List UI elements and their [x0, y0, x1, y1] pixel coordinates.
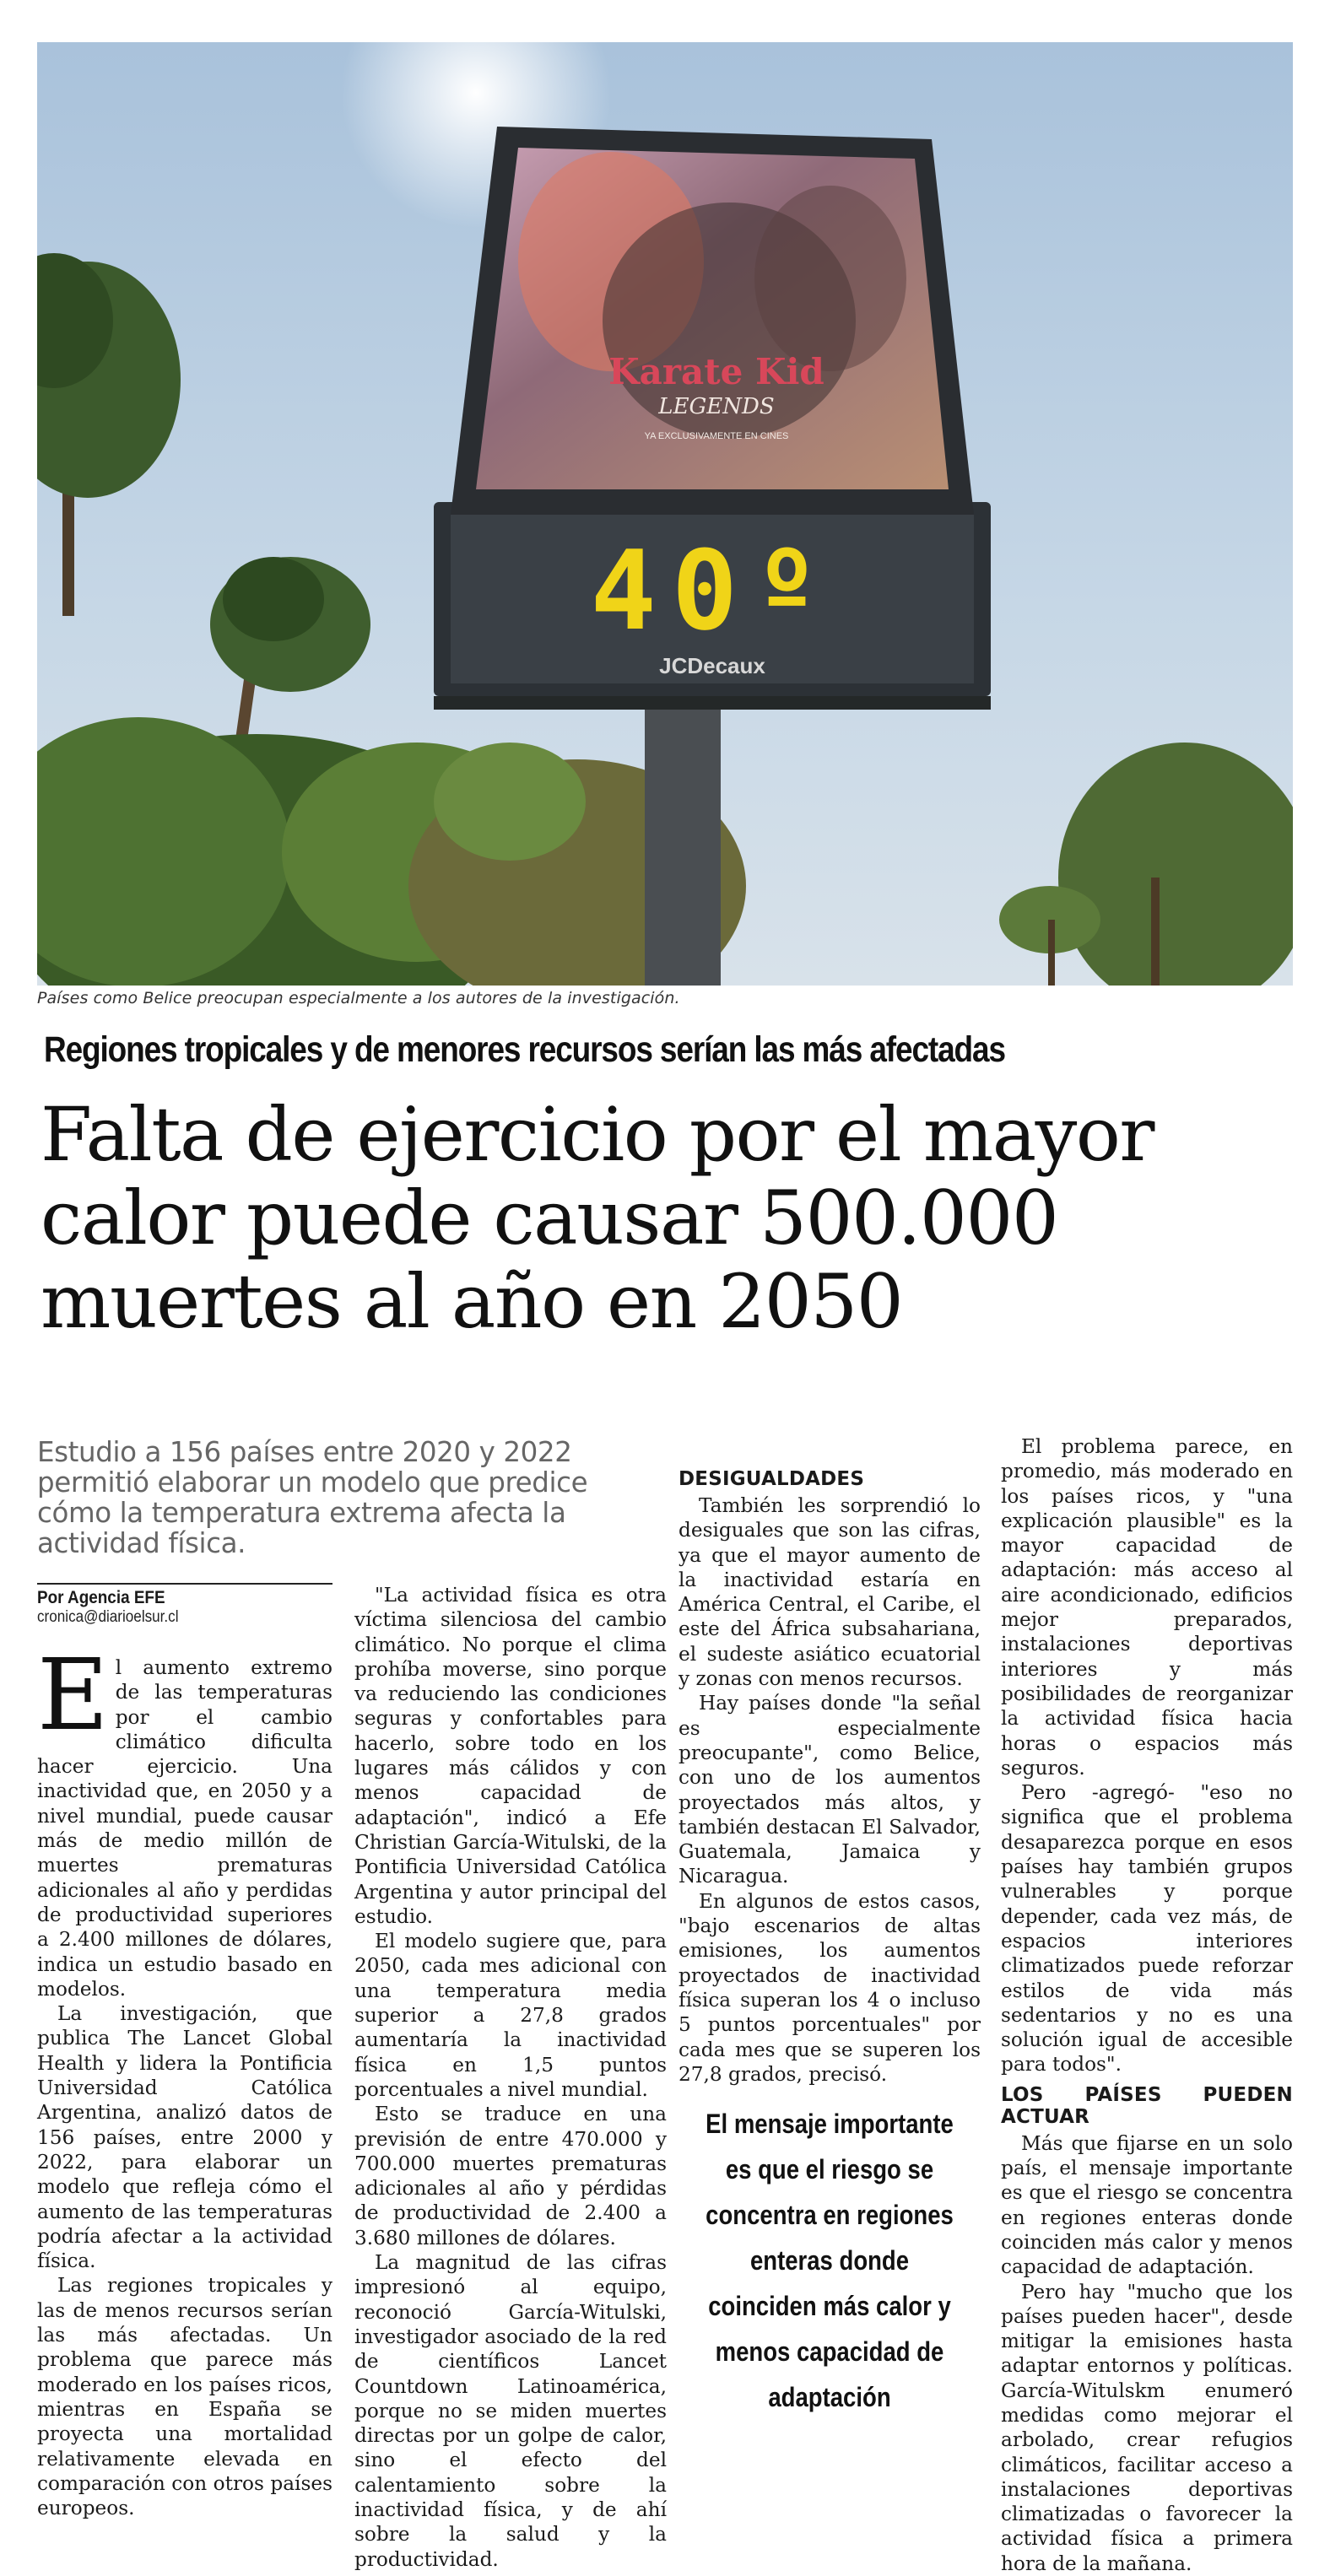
body-paragraph: Pero hay "mucho que los países pueden hacer", desde mitigar la emisiones hasta adaptar entornos y políticas. García-Witulskm enumeró medidas como mejorar el arbolado, crear refugios climáticos, facilitar acceso a instalaciones deportivas climatizadas o favorecer la actividad física a primera hora de la mañana.: [1001, 2280, 1293, 2576]
body-paragraph: El problema parece, en promedio, más moderado en los países ricos, y "una explicación plausible" es la mayor capacidad de adaptación: más acceso al aire acondicionado, edificios mejor preparados, instalaciones deportivas interiores y más posibilidades de reorganizar la actividad física hacia horas o espacios más seguros.: [1001, 1434, 1293, 1780]
byline: [37, 1583, 332, 1627]
headline-line: Falta de ejercicio por el mayor: [41, 1093, 1306, 1176]
byline-email[interactable]: cronica@diarioelsur.cl: [37, 1608, 303, 1627]
drop-cap: E: [37, 1657, 109, 1735]
poster-tagline: YA EXCLUSIVAMENTE EN CINES: [645, 431, 789, 441]
body-paragraph: El modelo sugiere que, para 2050, cada mes adicional con una temperatura media superior a 27,8 grados aumentaría la inactividad física en 1,5 puntos porcentuales a nivel mundial.: [354, 1929, 667, 2102]
body-paragraph: También les sorprendió lo desiguales que son las cifras, ya que el mayor aumento de la inactividad estaría en América Central, el Caribe, el este del África subsahariana, el sudeste asiático ecuatorial y zonas con menos recursos.: [679, 1493, 981, 1691]
headline-line: calor puede causar 500.000: [41, 1176, 1306, 1260]
article-column-4: [1001, 1434, 1293, 2576]
article-column-1: [37, 1655, 332, 2520]
temperature-display: 40º: [591, 527, 835, 655]
byline-author: Por Agencia EFE: [37, 1585, 303, 1608]
photo-caption: Países como Belice preocupan especialmente a los autores de la investigación.: [37, 989, 1293, 1007]
body-paragraph: Esto se traduce en una previsión de entre 470.000 y 700.000 muertes prematuras adicionales al año y pérdidas de productividad de 2.400 a 3.680 millones de dólares.: [354, 2102, 667, 2250]
article-kicker: Regiones tropicales y de menores recursos serían las más afectadas: [44, 1029, 1118, 1071]
article-photo: [37, 42, 1293, 986]
article-column-2: [354, 1583, 667, 2572]
poster-subtitle: LEGENDS: [657, 394, 774, 419]
body-paragraph: Pero -agregó- "eso no significa que el problema desaparezca porque en esos países hay también grupos vulnerables y porque depender, cada vez más, de espacios interiores climatizados puede reforzar estilos de vida más sedentarios y no es una solución igual de accesible para todos".: [1001, 1780, 1293, 2077]
article-column-3: [679, 1434, 981, 2087]
body-paragraph: La magnitud de las cifras impresionó al equipo, reconoció García-Witulski, investigador asociado de la red de científicos Lancet Countdown Latinoamérica, porque no se miden muertes directas por un golpe de calor, sino el efecto del calentamiento sobre la inactividad física, y de ahí sobre la salud y la productividad.: [354, 2250, 667, 2572]
body-paragraph: Las regiones tropicales y las de menos recursos serían las más afectadas. Un problema que parece más moderado en los países ricos, mientras en España se proyecta una mortalidad relativamente elevada en comparación con otros países europeos.: [37, 2273, 332, 2520]
article-headline: [41, 1093, 1306, 1343]
section-heading: LOS PAÍSES PUEDEN ACTUAR: [1001, 2084, 1293, 2128]
body-paragraph: "La actividad física es otra víctima silenciosa del cambio climático. No porque el clima prohíba moverse, sino porque va reduciendo las condiciones seguras y confortables para hacerlo, sobre todo en los lugares más cálidos y con menos capacidad de adaptación", indicó a Efe Christian García-Witulski, de la Pontificia Universidad Católica Argentina y autor principal del estudio.: [354, 1583, 667, 1929]
section-heading: DESIGUALDADES: [679, 1468, 981, 1490]
pull-quote: El mensaje importante es que el riesgo se concentra en regiones enteras donde coinciden más calor y menos capacidad de adaptación: [700, 2101, 960, 2420]
body-paragraph: El aumento extremo de las temperaturas por el cambio climático dificulta hacer ejercicio. Una inactividad que, en 2050 y a nivel mundial, puede causar más de medio millón de muertes prematuras adicionales al año y perdidas de productividad superiores a 2.400 millones de dólares, indica un estudio basado en modelos.: [37, 1655, 332, 2001]
display-brand: JCDecaux: [659, 653, 765, 678]
headline-line: muertes al año en 2050: [41, 1260, 1306, 1343]
body-paragraph: Más que fijarse en un solo país, el mensaje importante es que el riesgo se concentra en regiones enteras donde coinciden más calor y menos capacidad de adaptación.: [1001, 2131, 1293, 2280]
body-paragraph: Hay países donde "la señal es especialmente preocupante", como Belice, con uno de los aumentos proyectados más altos, y también destacan El Salvador, Guatemala, Jamaica y Nicaragua.: [679, 1691, 981, 1888]
poster-title: Karate Kid: [608, 351, 824, 392]
body-paragraph: La investigación, que publica The Lancet Global Health y lidera la Pontificia Universidad Católica Argentina, analizó datos de 156 países, entre 2000 y 2022, para elaborar un modelo que refleja cómo el aumento de las temperaturas podría afectar a la actividad física.: [37, 2001, 332, 2273]
body-paragraph: En algunos de estos casos, "bajo escenarios de altas emisiones, los aumentos proyectados de inactividad física superan los 4 o incluso 5 puntos porcentuales" por cada mes que se superen los 27,8 grados, precisó.: [679, 1889, 981, 2087]
article-subhead: Estudio a 156 países entre 2020 y 2022 permitió elaborar un modelo que predice cómo la temperatura extrema afecta la actividad física.: [37, 1437, 645, 1558]
